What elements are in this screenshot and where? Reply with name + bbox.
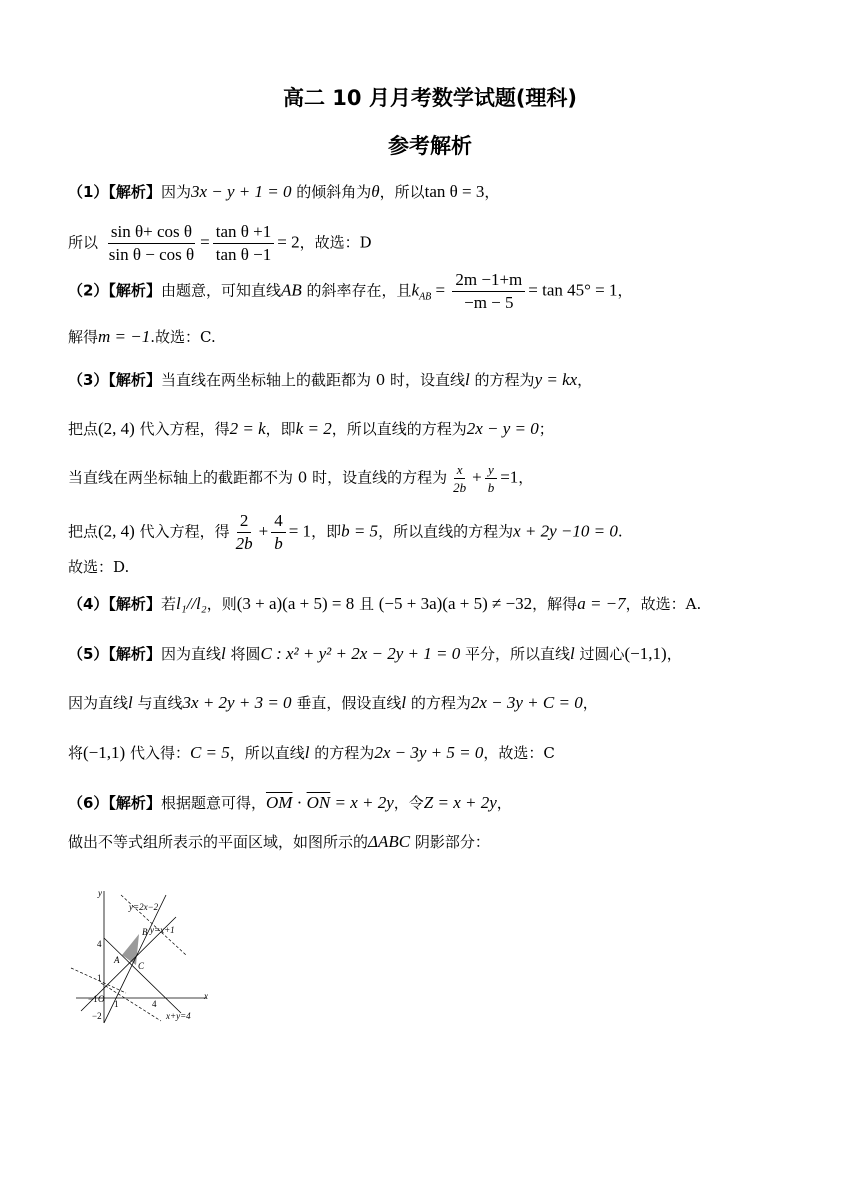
q5-text: 垂直，假设直线 — [291, 694, 402, 712]
q5-text: 代入得： — [125, 744, 190, 762]
q3-tag: （3）【解析】 — [68, 371, 161, 389]
label-x: x — [204, 991, 208, 1001]
tick-x-neg1: −1 — [88, 994, 98, 1004]
q3-line-4 — [68, 511, 623, 554]
q5-text: 的方程为 — [309, 744, 375, 762]
q4-eq: (3 + a)(a + 5) = 8 — [236, 594, 355, 613]
q3-text: ，即 — [265, 420, 296, 438]
q3-eq: 2x − y = 0 — [466, 419, 539, 438]
q3-text: ； — [538, 420, 554, 438]
label-point-a: A — [114, 955, 120, 965]
q1-text: ， — [484, 183, 500, 201]
q1-tan: tan θ = 3 — [424, 182, 485, 201]
q1-text: 所以 — [68, 233, 99, 252]
q5-line-3 — [68, 742, 555, 764]
fraction-denominator: tan θ −1 — [215, 245, 272, 264]
q2-text: 解得 — [68, 328, 99, 346]
q3-text: . — [617, 522, 623, 541]
q1-equation: 3x − y + 1 = 0 — [190, 182, 292, 201]
tick-x-1: 1 — [114, 999, 119, 1009]
q3-fraction-2 — [233, 511, 256, 554]
q4-text: 若 — [160, 595, 176, 613]
region-figure — [66, 883, 216, 1028]
q3-eq: =1 — [500, 467, 519, 487]
q3-line-l: l — [465, 370, 470, 389]
q2-fraction — [452, 270, 525, 313]
q3-point: (2, 4) — [98, 419, 135, 438]
q5-point: (−1,1) — [83, 743, 126, 762]
q3-text: ， — [518, 468, 534, 487]
q4-eq: a = −7 — [577, 594, 626, 613]
q3-fraction-4 — [271, 511, 286, 554]
q6-tag: （6）【解析】 — [68, 794, 161, 812]
tick-y-1: 1 — [97, 973, 102, 983]
q5-text: 过圆心 — [574, 645, 625, 663]
q4-text: ，解得 — [532, 595, 578, 613]
q4-text: 且 — [354, 595, 379, 613]
q5-line-1 — [68, 643, 682, 665]
q5-answer: ，故选：C — [483, 744, 555, 762]
q6-vector-om: $\overline{OM}$ — [265, 793, 293, 812]
q4-parallel: l₁//l₂ — [175, 594, 207, 613]
q2-result: m = −1 — [98, 327, 151, 346]
q3-text: ， — [577, 371, 593, 389]
q6-triangle: ΔABC — [368, 832, 411, 851]
tick-x-4: 4 — [152, 999, 157, 1009]
q1-theta: θ — [371, 182, 380, 201]
label-line1: y=2x−2 — [129, 902, 159, 912]
q1-text: 因为 — [160, 183, 191, 201]
q3-eq: b = 5 — [341, 521, 379, 541]
label-point-b: B — [142, 927, 148, 937]
q4-line-1 — [68, 593, 701, 615]
fraction-numerator: y — [485, 462, 497, 479]
q5-text: 的方程为 — [406, 694, 471, 712]
q6-eq: Z = x + 2y — [423, 793, 497, 812]
q3-line-3 — [68, 462, 533, 495]
q5-line-l: l — [401, 693, 407, 712]
fraction-denominator: sin θ − cos θ — [108, 245, 195, 264]
q3-plus: + — [472, 467, 482, 487]
q3-text: 的方程为 — [469, 371, 535, 389]
q3-point: (2, 4) — [98, 521, 135, 541]
q5-eq: 2x − 3y + C = 0 — [470, 693, 583, 712]
fraction-numerator: x — [454, 462, 466, 479]
q4-answer: ，故选：A. — [625, 595, 702, 613]
tick-y-neg2: −2 — [92, 1011, 102, 1021]
q1-fraction-tan — [213, 222, 275, 265]
q3-eq: 2 = k — [229, 419, 266, 438]
q6-text: 根据题意可得， — [160, 794, 266, 812]
q5-center: (−1,1) — [624, 644, 667, 663]
q1-fraction-sin — [106, 222, 197, 265]
fraction-numerator: sin θ+ cos θ — [108, 222, 195, 244]
fraction-denominator: −m − 5 — [464, 293, 514, 312]
q5-text: 将圆 — [225, 645, 261, 663]
q2-text: 的斜率存在，且 — [301, 281, 412, 300]
label-line2: y=x+1 — [150, 925, 175, 935]
q6-dot: · — [292, 793, 307, 812]
q6-line-1 — [68, 792, 512, 814]
q6-text: 阴影部分： — [410, 833, 490, 851]
q5-eq: C = 5 — [189, 743, 230, 762]
q5-text: 平分，所以直线 — [460, 645, 570, 663]
q4-eq: (−5 + 3a)(a + 5) ≠ −32 — [378, 594, 533, 613]
q5-line-2 — [68, 692, 598, 714]
q1-text: ，所以 — [379, 183, 425, 201]
q6-text: ，令 — [393, 794, 424, 812]
q2-answer: .故选：C. — [150, 328, 216, 346]
fraction-denominator: b — [274, 534, 283, 553]
q2-slope-k: k — [411, 280, 420, 300]
q4-text: ，则 — [206, 595, 237, 613]
q2-tan: = tan 45° = 1 — [528, 280, 618, 300]
q3-equation: y = kx — [534, 370, 578, 389]
q5-text: ， — [582, 694, 598, 712]
q5-text: ，所以直线 — [229, 744, 305, 762]
q5-eq: 3x + 2y + 3 = 0 — [182, 693, 292, 712]
q5-line-l: l — [128, 693, 133, 712]
q5-text: ， — [666, 645, 682, 663]
fraction-numerator: 4 — [271, 511, 286, 533]
q5-text: 将 — [68, 744, 84, 762]
q3-text: 当直线在两坐标轴上的截距都为 0 时，设直线 — [160, 371, 466, 389]
q2-tag: （2）【解析】 — [68, 281, 161, 300]
page-subtitle: 参考解析 — [388, 134, 472, 158]
fraction-numerator: 2m −1+m — [452, 270, 525, 292]
shaded-triangle-abc — [122, 934, 139, 965]
label-point-c: C — [138, 961, 145, 971]
q5-line-l: l — [220, 644, 226, 663]
q5-line-l: l — [570, 644, 575, 663]
label-y: y — [98, 888, 102, 898]
q6-text: 做出不等式组所表示的平面区域，如图所示的 — [68, 833, 369, 851]
q1-tag: （1）【解析】 — [68, 183, 161, 201]
q2-text: ， — [617, 281, 633, 300]
q5-line-l: l — [304, 743, 310, 762]
q5-text: 因为直线 — [68, 694, 129, 712]
q5-text: 与直线 — [132, 694, 183, 712]
q6-line-2 — [68, 831, 490, 853]
q2-line-2 — [68, 326, 216, 348]
origin-label: O — [98, 994, 105, 1004]
q5-eq: 2x − 3y + 5 = 0 — [374, 743, 484, 762]
q5-circle-eq: C : x² + y² + 2x − 2y + 1 = 0 — [260, 644, 461, 663]
q3-text: 代入方程，得 — [134, 522, 230, 541]
label-line3: x+y=4 — [166, 1011, 191, 1021]
q4-tag: （4）【解析】 — [68, 595, 161, 613]
q3-line-1 — [68, 369, 592, 391]
q3-text: 把点 — [68, 522, 99, 541]
q3-line-5 — [68, 556, 129, 578]
q3-text: 把点 — [68, 420, 99, 438]
q6-eq: = x + 2y — [330, 793, 394, 812]
q3-fraction-x — [450, 462, 469, 495]
q1-line-1 — [68, 181, 499, 203]
fraction-numerator: 2 — [237, 511, 252, 533]
q3-eq: x + 2y −10 = 0 — [513, 521, 618, 541]
q3-eq: k = 2 — [295, 419, 332, 438]
tick-y-4: 4 — [97, 939, 102, 949]
page-title: 高二 10 月月考数学试题(理科) — [282, 86, 578, 110]
q1-line-2: 所以 $\frac{\text{sin θ+ cos θ}}{\text{sin θ − cos θ}}$ = $\frac{\text{tan θ +1}}{\text{tan θ −1}}$ = 2，故选：D — [68, 222, 372, 264]
q2-text: 由题意，可知直线 — [160, 281, 281, 300]
q3-fraction-y — [485, 462, 498, 495]
q3-text: ，所以直线的方程为 — [378, 522, 514, 541]
q2-slope-sub: AB — [419, 291, 432, 303]
q1-answer: ，故选：D — [299, 233, 372, 252]
q1-result: = 2 — [277, 232, 300, 252]
q3-plus: + — [258, 521, 269, 541]
q6-vector-on: $\overline{ON}$ — [306, 793, 331, 812]
q2-line-1: （2）【解析】由题意，可知直线AB 的斜率存在，且$k_{AB}$ = $\frac{2m -1+m}{-m - 5}$ = tan 45° = 1， — [68, 270, 633, 312]
q3-text: ，即 — [311, 522, 342, 541]
q3-text: ，所以直线的方程为 — [331, 420, 467, 438]
q3-answer: 故选：D. — [68, 558, 130, 576]
q5-text: 因为直线 — [160, 645, 221, 663]
fraction-denominator: 2b — [453, 480, 467, 495]
fraction-denominator: 2b — [235, 534, 253, 553]
q3-eq: = 1 — [288, 521, 312, 541]
q3-line-2 — [68, 418, 554, 440]
q6-text: ， — [496, 794, 512, 812]
q3-text: 代入方程，得 — [134, 420, 230, 438]
fraction-numerator: tan θ +1 — [213, 222, 275, 244]
fraction-denominator: b — [487, 480, 495, 495]
q1-text: 的倾斜角为 — [291, 183, 372, 201]
q2-line-ab: AB — [280, 280, 302, 300]
q5-tag: （5）【解析】 — [68, 645, 161, 663]
q3-text: 当直线在两坐标轴上的截距都不为 0 时，设直线的方程为 — [68, 468, 448, 487]
